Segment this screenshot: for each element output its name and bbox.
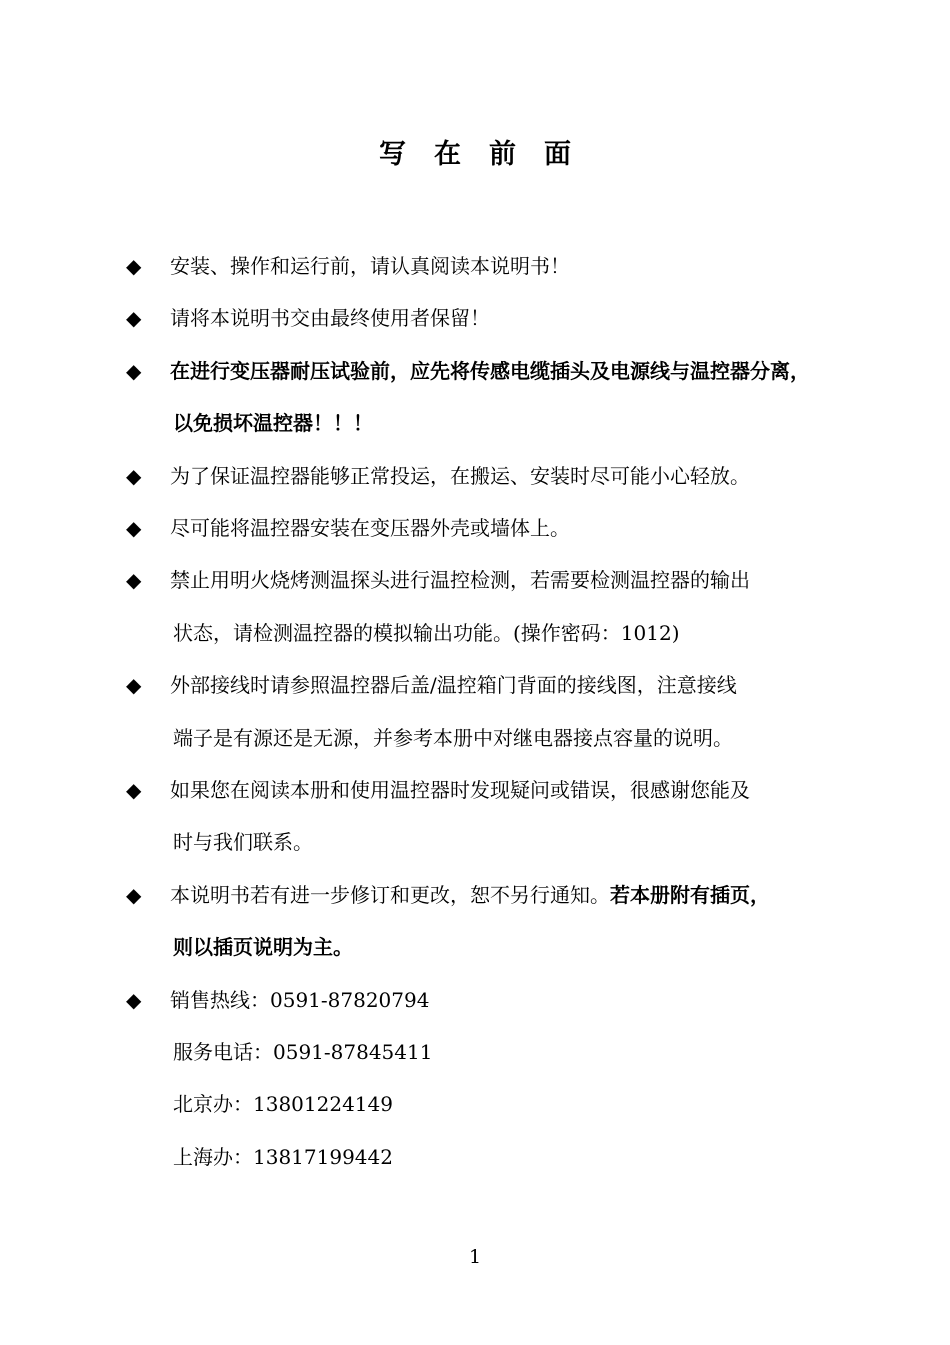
notice-line [170, 251, 570, 281]
notice-text: 请将本说明书交由最终使用者保留！ [170, 306, 490, 331]
notice-text: 则以插页说明为主。 [173, 935, 353, 960]
notice-line [173, 932, 353, 962]
notice-line [173, 723, 733, 753]
bullet-icon: ◆ [126, 987, 142, 1012]
notice-line [170, 565, 750, 595]
bullet-icon: ◆ [126, 516, 142, 540]
notice-line [170, 670, 737, 700]
notice-line [170, 461, 750, 491]
notice-line [170, 513, 570, 543]
notice-text: 状态，请检测温控器的模拟输出功能。(操作密码：1012) [173, 620, 680, 645]
notice-line [173, 408, 373, 438]
notice-line [173, 827, 313, 857]
bullet-icon: ◆ [126, 306, 142, 331]
notice-text: 禁止用明火烧烤测温探头进行温控检测，若需要检测温控器的输出 [170, 568, 750, 593]
bullet-icon: ◆ [126, 254, 142, 278]
bullet-icon: ◆ [126, 568, 142, 593]
notice-text: 服务电话：0591-87845411 [173, 1040, 433, 1064]
page-number: 1 [468, 1246, 482, 1268]
bullet-icon: ◆ [126, 673, 142, 698]
notice-text: 尽可能将温控器安装在变压器外壳或墙体上。 [170, 516, 570, 540]
notice-text: 为了保证温控器能够正常投运，在搬运、安装时尽可能小心轻放。 [170, 463, 750, 488]
notice-line [170, 356, 810, 386]
notice-line [170, 303, 490, 333]
notice-text: 上海办：13817199442 [173, 1144, 393, 1169]
notice-line [173, 1037, 432, 1067]
notice-text: 如果您在阅读本册和使用温控器时发现疑问或错误，很感谢您能及 [170, 778, 750, 802]
page-title: 写在前面 [379, 139, 599, 170]
notice-line [170, 985, 429, 1015]
notice-line [173, 1142, 393, 1172]
notice-line [170, 775, 750, 805]
notice-line [173, 1089, 393, 1119]
notice-text: 本说明书若有进一步修订和更改，恕不另行通知。 [170, 882, 610, 907]
bullet-icon: ◆ [126, 358, 142, 383]
notice-text: 在进行变压器耐压试验前，应先将传感电缆插头及电源线与温控器分离， [170, 358, 810, 383]
notice-text: 若本册附有插页， [610, 882, 770, 907]
bullet-icon: ◆ [126, 882, 142, 907]
bullet-icon: ◆ [126, 778, 142, 802]
notice-line [170, 880, 770, 910]
notice-text: 外部接线时请参照温控器后盖/温控箱门背面的接线图，注意接线 [170, 673, 737, 698]
notice-text: 安装、操作和运行前，请认真阅读本说明书！ [170, 254, 570, 278]
notice-line [173, 618, 680, 648]
notice-text: 端子是有源还是无源，并参考本册中对继电器接点容量的说明。 [173, 725, 733, 750]
notice-text: 以免损坏温控器！！！ [173, 411, 373, 436]
notice-text: 销售热线：0591-87820794 [170, 987, 430, 1012]
notice-text: 时与我们联系。 [173, 830, 313, 855]
bullet-icon: ◆ [126, 463, 142, 488]
notice-text: 北京办：13801224149 [173, 1092, 393, 1117]
